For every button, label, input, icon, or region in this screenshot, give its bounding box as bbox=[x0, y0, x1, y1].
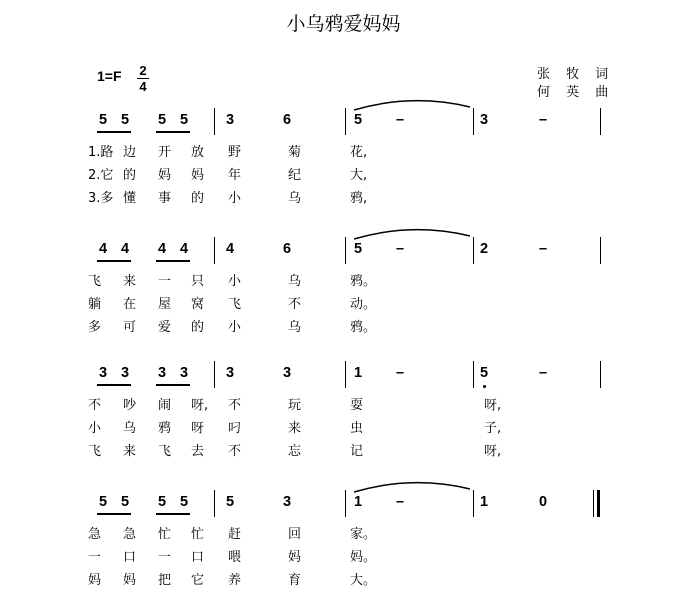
note: – bbox=[538, 241, 548, 257]
lyric-syllable: 放 bbox=[191, 145, 205, 160]
lyric-syllable: 小 bbox=[88, 421, 102, 436]
bar-line bbox=[600, 108, 601, 135]
lyric-syllable: 养 bbox=[228, 573, 242, 588]
note: 4 bbox=[157, 241, 167, 257]
note: 5 bbox=[179, 112, 189, 128]
lyric-syllable: 忙 bbox=[191, 527, 205, 542]
time-signature-bottom: 4 bbox=[139, 79, 147, 94]
lyric-syllable: 鸦 bbox=[158, 421, 172, 436]
lyric-syllable: 来 bbox=[288, 421, 302, 436]
tie-arc bbox=[352, 226, 472, 242]
eighth-note-underline bbox=[156, 260, 190, 262]
lyric-syllable: 不 bbox=[228, 398, 242, 413]
eighth-note-underline bbox=[156, 384, 190, 386]
bar-line bbox=[214, 237, 215, 264]
lyric-syllable: 菊 bbox=[288, 145, 302, 160]
note: 5 bbox=[157, 112, 167, 128]
note: – bbox=[395, 241, 405, 257]
lyric-syllable: 呀, bbox=[484, 444, 502, 459]
note: 3 bbox=[282, 365, 292, 381]
lyric-syllable: 不 bbox=[228, 444, 242, 459]
bar-line bbox=[214, 108, 215, 135]
eighth-note-underline bbox=[97, 131, 131, 133]
note: 5 bbox=[479, 365, 489, 381]
final-bar-thin bbox=[593, 490, 594, 517]
lyric-syllable: 一 bbox=[158, 274, 172, 289]
bar-line bbox=[214, 361, 215, 388]
note: 3 bbox=[225, 112, 235, 128]
lyric-syllable: 鸦, bbox=[350, 191, 368, 206]
lyric-syllable: 闹 bbox=[158, 398, 172, 413]
lyric-syllable: 开 bbox=[158, 145, 172, 160]
note: 2 bbox=[479, 241, 489, 257]
lyric-syllable: 大。 bbox=[350, 573, 377, 588]
lyric-syllable: 小 bbox=[228, 191, 242, 206]
lyric-syllable: 大, bbox=[350, 168, 368, 183]
note: 3 bbox=[225, 365, 235, 381]
lyric-syllable: 乌 bbox=[288, 320, 302, 335]
lyric-syllable: 乌 bbox=[288, 274, 302, 289]
lyric-syllable: 把 bbox=[158, 573, 172, 588]
lyric-syllable: 躺 bbox=[88, 297, 102, 312]
lyric-syllable: 去 bbox=[191, 444, 205, 459]
note: 4 bbox=[98, 241, 108, 257]
lyric-syllable: 鸦。 bbox=[350, 274, 377, 289]
lyric-syllable: 妈 bbox=[158, 168, 172, 183]
lyric-syllable: 动。 bbox=[350, 297, 377, 312]
note: 5 bbox=[353, 112, 363, 128]
lyric-syllable: 纪 bbox=[288, 168, 302, 183]
lyric-syllable: 鸦。 bbox=[350, 320, 377, 335]
bar-line bbox=[600, 237, 601, 264]
bar-line bbox=[473, 108, 474, 135]
lyric-syllable: 飞 bbox=[88, 444, 102, 459]
note: 5 bbox=[179, 494, 189, 510]
eighth-note-underline bbox=[156, 513, 190, 515]
lyric-syllable: 妈 bbox=[88, 573, 102, 588]
lyric-syllable: 妈 bbox=[123, 573, 137, 588]
note: – bbox=[538, 365, 548, 381]
lyric-syllable: 1.路 bbox=[88, 145, 114, 160]
lyric-syllable: 的 bbox=[191, 191, 205, 206]
note: – bbox=[538, 112, 548, 128]
bar-line bbox=[345, 361, 346, 388]
note: 5 bbox=[225, 494, 235, 510]
lyric-syllable: 急 bbox=[123, 527, 137, 542]
bar-line bbox=[600, 361, 601, 388]
lyric-syllable: 飞 bbox=[228, 297, 242, 312]
note: 3 bbox=[120, 365, 130, 381]
eighth-note-underline bbox=[156, 131, 190, 133]
lyric-syllable: 急 bbox=[88, 527, 102, 542]
lyric-syllable: 小 bbox=[228, 274, 242, 289]
composer-credit: 何 英 曲 bbox=[537, 85, 615, 100]
bar-line bbox=[345, 108, 346, 135]
note: 3 bbox=[282, 494, 292, 510]
lyric-syllable: 家。 bbox=[350, 527, 377, 542]
time-signature-top: 2 bbox=[139, 63, 147, 78]
lyric-syllable: 口 bbox=[123, 550, 137, 565]
note: 0 bbox=[538, 494, 548, 510]
bar-line bbox=[345, 237, 346, 264]
lyric-syllable: 野 bbox=[228, 145, 242, 160]
lyric-syllable: 呀 bbox=[191, 421, 205, 436]
note: 1 bbox=[353, 494, 363, 510]
lyric-syllable: 乌 bbox=[123, 421, 137, 436]
lyricist-credit: 张 牧 词 bbox=[537, 67, 615, 82]
time-signature bbox=[137, 64, 149, 93]
low-octave-dot bbox=[483, 385, 486, 388]
bar-line bbox=[473, 490, 474, 517]
lyric-syllable: 叼 bbox=[228, 421, 242, 436]
lyric-syllable: 一 bbox=[158, 550, 172, 565]
note: 1 bbox=[479, 494, 489, 510]
key-signature: 1=F bbox=[97, 68, 122, 84]
lyric-syllable: 妈 bbox=[288, 550, 302, 565]
note: 5 bbox=[98, 112, 108, 128]
lyric-syllable: 事 bbox=[158, 191, 172, 206]
lyric-syllable: 妈 bbox=[191, 168, 205, 183]
note: 3 bbox=[179, 365, 189, 381]
lyric-syllable: 3.多 bbox=[88, 191, 114, 206]
lyric-syllable: 玩 bbox=[288, 398, 302, 413]
lyric-syllable: 多 bbox=[88, 320, 102, 335]
bar-line bbox=[473, 237, 474, 264]
bar-line bbox=[345, 490, 346, 517]
lyric-syllable: 乌 bbox=[288, 191, 302, 206]
lyric-syllable: 年 bbox=[228, 168, 242, 183]
tie-arc bbox=[352, 479, 472, 495]
lyric-syllable: 耍 bbox=[350, 398, 364, 413]
lyric-syllable: 的 bbox=[123, 168, 137, 183]
note: – bbox=[395, 112, 405, 128]
lyric-syllable: 来 bbox=[123, 274, 137, 289]
eighth-note-underline bbox=[97, 513, 131, 515]
note: 6 bbox=[282, 241, 292, 257]
eighth-note-underline bbox=[97, 384, 131, 386]
lyric-syllable: 口 bbox=[191, 550, 205, 565]
lyric-syllable: 虫 bbox=[350, 421, 364, 436]
lyric-syllable: 喂 bbox=[228, 550, 242, 565]
tie-arc bbox=[352, 97, 472, 113]
lyric-syllable: 窝 bbox=[191, 297, 205, 312]
lyric-syllable: 忙 bbox=[158, 527, 172, 542]
note: – bbox=[395, 365, 405, 381]
note: – bbox=[395, 494, 405, 510]
lyric-syllable: 呀, bbox=[191, 398, 209, 413]
lyric-syllable: 来 bbox=[123, 444, 137, 459]
lyric-syllable: 在 bbox=[123, 297, 137, 312]
final-bar-thick bbox=[597, 490, 600, 517]
lyric-syllable: 不 bbox=[288, 297, 302, 312]
lyric-syllable: 爱 bbox=[158, 320, 172, 335]
lyric-syllable: 它 bbox=[191, 573, 205, 588]
note: 1 bbox=[353, 365, 363, 381]
bar-line bbox=[214, 490, 215, 517]
note: 3 bbox=[479, 112, 489, 128]
lyric-syllable: 小 bbox=[228, 320, 242, 335]
eighth-note-underline bbox=[97, 260, 131, 262]
note: 4 bbox=[225, 241, 235, 257]
lyric-syllable: 一 bbox=[88, 550, 102, 565]
lyric-syllable: 记 bbox=[350, 444, 364, 459]
lyric-syllable: 育 bbox=[288, 573, 302, 588]
lyric-syllable: 飞 bbox=[88, 274, 102, 289]
note: 5 bbox=[353, 241, 363, 257]
lyric-syllable: 屋 bbox=[158, 297, 172, 312]
lyric-syllable: 呀, bbox=[484, 398, 502, 413]
lyric-syllable: 2.它 bbox=[88, 168, 114, 183]
lyric-syllable: 忘 bbox=[288, 444, 302, 459]
note: 6 bbox=[282, 112, 292, 128]
lyric-syllable: 只 bbox=[191, 274, 205, 289]
note: 3 bbox=[157, 365, 167, 381]
lyric-syllable: 不 bbox=[88, 398, 102, 413]
lyric-syllable: 懂 bbox=[123, 191, 137, 206]
song-title: 小乌鸦爱妈妈 bbox=[286, 13, 401, 35]
note: 5 bbox=[120, 494, 130, 510]
lyric-syllable: 回 bbox=[288, 527, 302, 542]
lyric-syllable: 吵 bbox=[123, 398, 137, 413]
lyric-syllable: 赶 bbox=[228, 527, 242, 542]
bar-line bbox=[473, 361, 474, 388]
lyric-syllable: 边 bbox=[123, 145, 137, 160]
lyric-syllable: 可 bbox=[123, 320, 137, 335]
note: 5 bbox=[157, 494, 167, 510]
note: 3 bbox=[98, 365, 108, 381]
lyric-syllable: 飞 bbox=[158, 444, 172, 459]
note: 4 bbox=[179, 241, 189, 257]
lyric-syllable: 妈。 bbox=[350, 550, 377, 565]
lyric-syllable: 子, bbox=[484, 421, 502, 436]
note: 4 bbox=[120, 241, 130, 257]
lyric-syllable: 花, bbox=[350, 145, 368, 160]
lyric-syllable: 的 bbox=[191, 320, 205, 335]
note: 5 bbox=[120, 112, 130, 128]
note: 5 bbox=[98, 494, 108, 510]
